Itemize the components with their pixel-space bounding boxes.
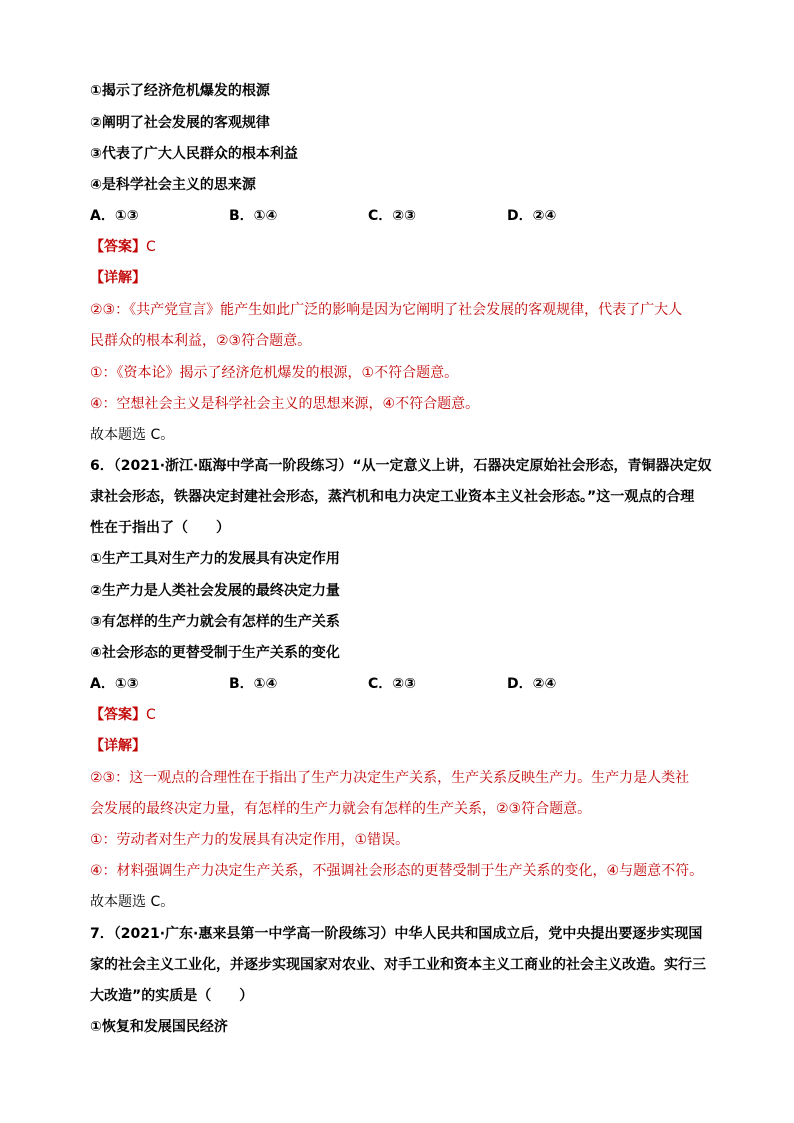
- q5-option-c: C．②③: [368, 208, 416, 224]
- q5-conclusion: 故本题选 C。: [90, 427, 175, 443]
- answer-value: C: [146, 707, 156, 723]
- q6-conclusion: 故本题选 C。: [90, 894, 175, 910]
- q6-explanation-line-2: 会发展的最终决定力量，有怎样的生产力就会有怎样的生产关系，②③符合题意。: [90, 801, 592, 817]
- q6-option-c: C．②③: [368, 676, 416, 692]
- q6-stem-line-3: 性在于指出了（ ）: [90, 520, 230, 536]
- q5-explanation-line-4: ④：空想社会主义是科学社会主义的思想来源，④不符合题意。: [90, 396, 480, 412]
- q7-stem-line-3: 大改造”的实质是（ ）: [90, 988, 254, 1004]
- q5-statement-4: ④是科学社会主义的思来源: [90, 177, 256, 193]
- q5-explanation-line-2: 民群众的根本利益，②③符合题意。: [90, 333, 312, 349]
- q6-explanation-line-4: ④：材料强调生产力决定生产关系，不强调社会形态的更替受制于生产关系的变化，④与题意不符。: [90, 863, 704, 879]
- q7-statement-1: ①恢复和发展国民经济: [90, 1019, 228, 1035]
- q6-option-a: A．①③: [90, 676, 139, 692]
- q6-statement-3: ③有怎样的生产力就会有怎样的生产关系: [90, 614, 340, 630]
- answer-label: 【答案】: [90, 239, 146, 255]
- q5-statement-3: ③代表了广大人民群众的根本利益: [90, 146, 298, 162]
- q6-option-b: B．①④: [229, 676, 278, 692]
- q6-explanation-line-1: ②③：这一观点的合理性在于指出了生产力决定生产关系，生产关系反映生产力。生产力是人类社: [90, 770, 690, 786]
- q5-detail-label: 【详解】: [90, 270, 146, 286]
- q6-statement-4: ④社会形态的更替受制于生产关系的变化: [90, 645, 340, 661]
- answer-label: 【答案】: [90, 707, 146, 723]
- q6-statement-1: ①生产工具对生产力的发展具有决定作用: [90, 551, 340, 567]
- q5-explanation-line-1: ②③：《共产党宣言》能产生如此广泛的影响是因为它阐明了社会发展的客观规律，代表了广大人: [90, 302, 683, 318]
- answer-value: C: [146, 239, 156, 255]
- q5-statement-2: ②阐明了社会发展的客观规律: [90, 115, 270, 131]
- q5-option-d: D．②④: [507, 208, 557, 224]
- q6-stem-line-1: 6．（2021·浙江·瓯海中学高一阶段练习）“从一定意义上讲，石器决定原始社会形态，青铜器决定奴: [90, 458, 712, 474]
- q6-detail-label: 【详解】: [90, 738, 146, 754]
- q6-statement-2: ②生产力是人类社会发展的最终决定力量: [90, 583, 340, 599]
- q5-answer: [90, 237, 156, 257]
- q7-stem-line-1: 7．（2021·广东·惠来县第一中学高一阶段练习）中华人民共和国成立后，党中央提出要逐步实现国: [90, 926, 703, 942]
- q5-statement-1: ①揭示了经济危机爆发的根源: [90, 83, 270, 99]
- q5-option-b: B．①④: [229, 208, 278, 224]
- q7-stem-line-2: 家的社会主义工业化，并逐步实现国家对农业、对手工业和资本主义工商业的社会主义改造。实行三: [90, 957, 706, 973]
- q6-stem-line-2: 隶社会形态，铁器决定封建社会形态，蒸汽机和电力决定工业资本主义社会形态。”这一观点的合理: [90, 489, 695, 505]
- q6-explanation-line-3: ①：劳动者对生产力的发展具有决定作用，①错误。: [90, 832, 410, 848]
- q6-option-d: D．②④: [507, 676, 557, 692]
- q6-answer: [90, 705, 156, 725]
- q5-explanation-line-3: ①：《资本论》揭示了经济危机爆发的根源，①不符合题意。: [90, 365, 459, 381]
- q5-option-a: A．①③: [90, 208, 139, 224]
